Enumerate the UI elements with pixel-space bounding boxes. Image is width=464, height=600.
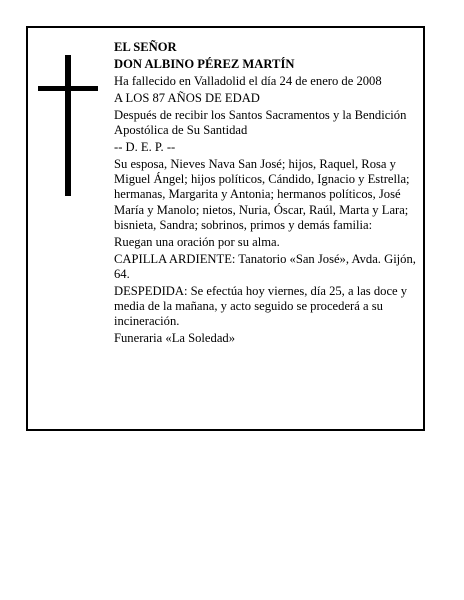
- sacraments-paragraph: Después de recibir los Santos Sacramentos y la Bendición Apostólica de Su Santidad: [114, 107, 407, 137]
- notice-text: [114, 40, 422, 348]
- chapel-paragraph: CAPILLA ARDIENTE: Tanatorio «San José», Avda. Gijón, 64.: [114, 251, 416, 281]
- cross-horizontal-bar: [38, 86, 98, 91]
- cross-vertical-bar: [65, 55, 71, 196]
- age-line: A LOS 87 AÑOS DE EDAD: [114, 90, 260, 105]
- family-paragraph: Su esposa, Nieves Nava San José; hijos, Raquel, Rosa y Miguel Ángel; hijos políticos, Cándido, Ignacio y Estrella; hermanas, Margarita y Antonia; hermanos políticos, José María y Manolo; nietos, Nuria, Óscar, Raúl, Marta y Lara; bisnieta, Sandra; sobrinos, primos y demás familia:: [114, 156, 410, 232]
- deceased-name: DON ALBINO PÉREZ MARTÍN: [114, 56, 295, 71]
- farewell-paragraph: DESPEDIDA: Se efectúa hoy viernes, día 25, a las doce y media de la mañana, y acto seguido se procederá a su incineración.: [114, 283, 408, 329]
- dep-line: -- D. E. P. --: [114, 139, 176, 154]
- title-line-1: EL SEÑOR: [114, 40, 177, 54]
- death-date-line: Ha fallecido en Valladolid el día 24 de enero de 2008: [114, 73, 382, 88]
- funeral-home-line: Funeraria «La Soledad»: [114, 331, 235, 346]
- prayer-line: Ruegan una oración por su alma.: [114, 234, 280, 249]
- cross-icon: [38, 55, 98, 196]
- obituary-notice: [26, 26, 425, 431]
